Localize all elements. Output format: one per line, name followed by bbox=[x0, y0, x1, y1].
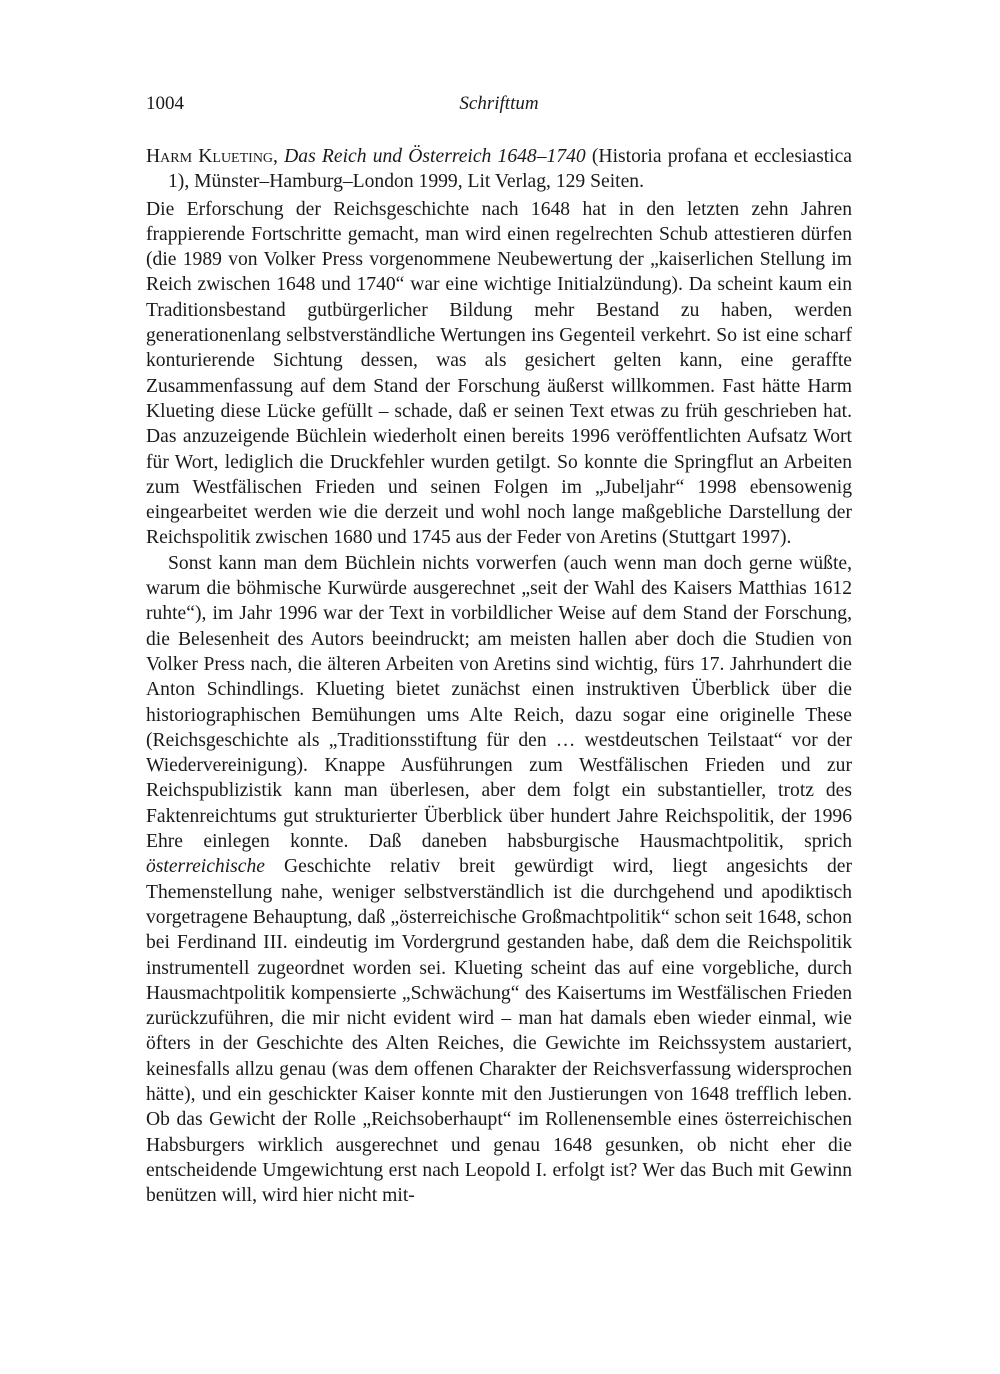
running-title: Schrifttum bbox=[459, 93, 539, 114]
review-paragraph-2-emphasis: österreichische bbox=[146, 856, 265, 878]
review-paragraph-2-part-1: Sonst kann man dem Büchlein nichts vorwerfen (auch wenn man doch gerne wüßte, warum die böhmische Kurwürde ausgerechnet „seit der Wahl des Kaisers Matthias 1612 ruhte“), im Jahr 1996 war der Text in vorbildlicher Weise auf dem Stand der Forschung, die Belesenheit des Autors beeindruckt; am meisten hallen aber doch die Studien von Volker Press nach, die älteren Arbeiten von Aretins sind wichtig, fürs 17. Jahrhundert die Anton Schindlings. Klueting bietet zunächst einen instruktiven Überblick über die historiographischen Bemühungen ums Alte Reich, dazu sogar eine originelle These (Reichsgeschichte als „Traditionsstiftung für den … westdeutschen Teilstaat“ vor der Wiedervereinigung). Knappe Ausführungen zum Westfälischen Frieden und zur Reichspublizistik kann man überlesen, aber dem folgt ein substantieller, trotz des Faktenreichtums gut strukturierter Überblick über hundert Jahre Reichspolitik, der 1996 Ehre einlegen konnte. Daß daneben habsburgische Hausmachtpolitik, sprich bbox=[146, 552, 852, 853]
review-paragraph-2-part-2: Geschichte relativ breit gewürdigt wird, liegt angesichts der Themenstellung nahe, weniger selbstverständlich ist die durchgehend und apodiktisch vorgetragene Behauptung, daß „österreichische Großmachtpolitik“ schon seit 1648, schon bei Ferdinand III. eindeutig im Vordergrund gestanden habe, daß dem die Reichspolitik instrumentell zugeordnet worden sei. Klueting scheint das auf eine vorgebliche, durch Hausmachtpolitik kompensierte „Schwächung“ des Kaisertums im Westfälischen Frieden zurückzuführen, die mir nicht evident wird – man hat damals eben wieder einmal, wie öfters in der Geschichte des Alten Reiches, die Gewichte im Reichssystem austariert, keinesfalls allzu genau (was dem offenen Charakter der Reichsverfassung widersprochen hätte), und ein geschickter Kaiser konnte mit den Justierungen von 1648 trefflich leben. Ob das Gewicht der Rolle „Reichsoberhaupt“ im Rollenensemble eines österreichischen Habsburgers wirklich ausgerechnet und genau 1648 gesunken, ob nicht eher die entscheidende Umgewichtung erst nach Leopold I. erfolgt ist? Wer das Buch mit Gewinn benützen will, wird hier nicht mit- bbox=[146, 856, 852, 1207]
citation-details: (Historia profana et ecclesiastica 1), Münster–Hamburg–London 1999, Lit Verlag, 129 Seiten. bbox=[168, 146, 853, 193]
body-text bbox=[146, 144, 852, 1208]
review-paragraph-1: Die Erforschung der Reichsgeschichte nach 1648 hat in den letzten zehn Jahren frappierende Fortschritte gemacht, man wird einen regelrechten Schub attestieren dürfen (die 1989 von Volker Press vorgenommene Neubewertung der „kaiserlichen Stellung im Reich zwischen 1648 und 1740“ war eine wichtige Initialzündung). Da scheint kaum ein Traditionsbestand gutbürgerlicher Bildung mehr Bestand zu haben, werden generationenlang selbstverständliche Wertungen ins Gegenteil verkehrt. So ist eine scharf konturierende Sichtung dessen, was als gesichert gelten kann, eine geraffte Zusammenfassung auf dem Stand der Forschung äußerst willkommen. Fast hätte Harm Klueting diese Lücke gefüllt – schade, daß er seinen Text etwas zu früh geschrieben hat. Das anzuzeigende Büchlein wiederholt einen bereits 1996 veröffentlichten Aufsatz Wort für Wort, lediglich die Druckfehler wurden getilgt. So konnte die Springflut an Arbeiten zum Westfälischen Frieden und seinen Folgen im „Jubeljahr“ 1998 ebensowenig eingearbeitet werden wie die derzeit und wohl noch lange maßgebliche Darstellung der Reichspolitik zwischen 1680 und 1745 aus der Feder von Aretins (Stuttgart 1997). bbox=[146, 198, 852, 549]
review-paragraph-2 bbox=[146, 551, 852, 1209]
citation-author: Harm Klueting bbox=[146, 146, 274, 167]
bibliographic-citation bbox=[146, 144, 852, 195]
page-header bbox=[146, 93, 852, 121]
citation-title: Das Reich und Österreich 1648–1740 bbox=[284, 146, 586, 167]
citation-separator: , bbox=[273, 146, 285, 167]
review-text bbox=[146, 197, 852, 1209]
page-number: 1004 bbox=[146, 93, 184, 114]
